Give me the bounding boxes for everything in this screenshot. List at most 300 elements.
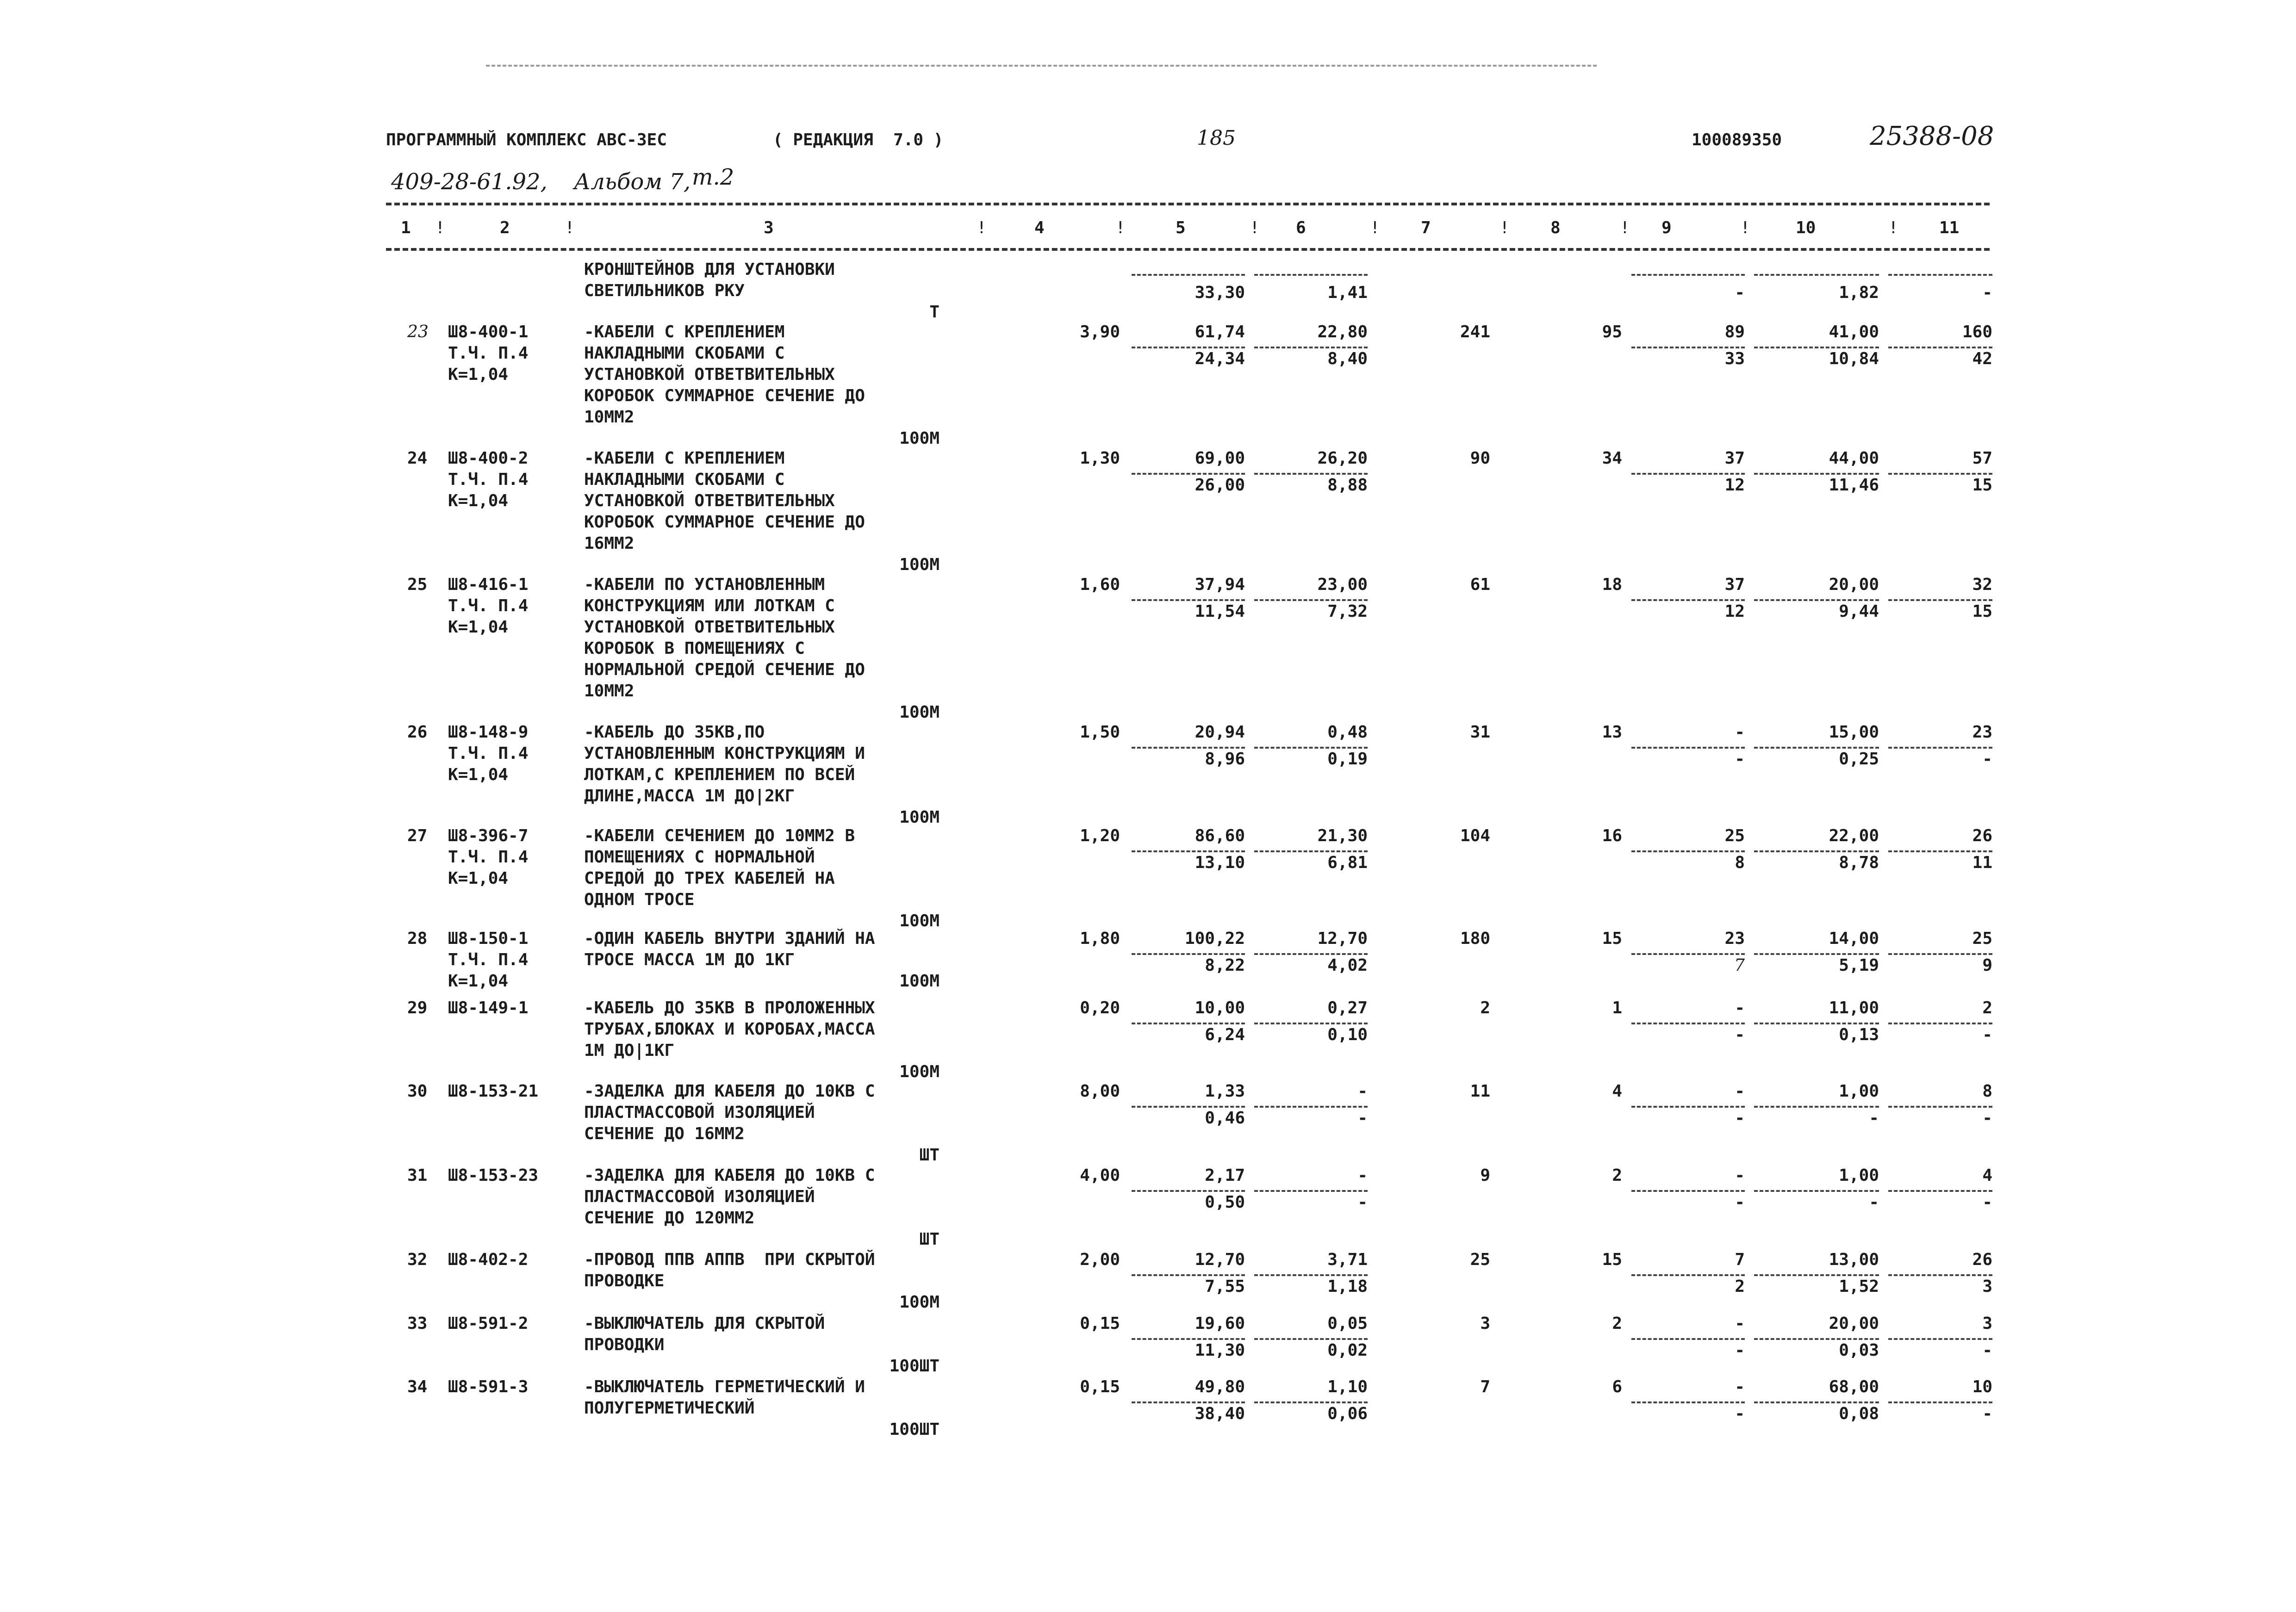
row-code-line: Ш8-400-2 [448, 449, 529, 468]
sub-rule-c9 [1631, 850, 1745, 852]
page-number: 185 [1197, 126, 1236, 150]
cell-c4: 3,90 [1080, 322, 1120, 341]
cell-c11: 26 [1972, 1250, 1992, 1269]
cell-c6-lower: 0,06 [1327, 1404, 1368, 1423]
row-description-line: КРОНШТЕЙНОВ ДЛЯ УСТАНОВКИ [584, 260, 835, 279]
cell-c4: 0,15 [1080, 1314, 1120, 1333]
cell-c9: 23 [1724, 929, 1745, 948]
column-header-6: 6 [1296, 218, 1306, 237]
cell-c5-lower: 38,40 [1195, 1404, 1245, 1423]
sub-rule-c9 [1631, 1190, 1745, 1192]
handwritten-code: 25388-08 [1870, 121, 1994, 151]
cell-c6-lower: - [1357, 1109, 1368, 1128]
cell-c8: 95 [1602, 322, 1622, 341]
row-description-line: ПОЛУГЕРМЕТИЧЕСКИЙ [584, 1399, 755, 1418]
cell-c10-lower: 0,25 [1839, 750, 1879, 769]
row-description-line: -ЗАДЕЛКА ДЛЯ КАБЕЛЯ ДО 10КВ С [584, 1082, 875, 1101]
cell-c7: 2 [1480, 998, 1490, 1017]
sub-rule-c6 [1254, 1190, 1368, 1192]
cell-c10-lower: 9,44 [1839, 602, 1879, 621]
cell-c10-lower: 0,03 [1839, 1341, 1879, 1360]
cell-c9: 89 [1724, 322, 1745, 341]
cell-c8: 34 [1602, 449, 1622, 468]
cell-c6-lower: 0,10 [1327, 1025, 1368, 1044]
sub-rule-c11 [1888, 1023, 1992, 1024]
row-description-line: ТРОСЕ МАССА 1М ДО 1КГ [584, 950, 795, 969]
sub-rule-c9 [1631, 1338, 1745, 1340]
cell-c11: 32 [1972, 575, 1992, 594]
cell-c9: - [1735, 1314, 1745, 1333]
row-number: 31 [407, 1166, 428, 1185]
column-header-11: 11 [1939, 218, 1960, 237]
cell-c9-lower: 12 [1724, 602, 1745, 621]
cell-c10-lower: 0,13 [1839, 1025, 1879, 1044]
cell-c11-lower: - [1982, 750, 1992, 769]
sub-rule-c9 [1631, 274, 1745, 276]
sub-rule-c11 [1888, 1190, 1992, 1192]
row-code-line: К=1,04 [448, 869, 509, 888]
cell-c11-lower: - [1982, 1025, 1992, 1044]
row-description-line: ТРУБАХ,БЛОКАХ И КОРОБАХ,МАССА [584, 1020, 875, 1039]
cell-c11-lower: - [1982, 1404, 1992, 1423]
cell-c7: 25 [1470, 1250, 1490, 1269]
row-description-line: УСТАНОВЛЕННЫМ КОНСТРУКЦИЯМ И [584, 744, 865, 763]
cell-c6-lower: 1,41 [1327, 283, 1368, 302]
sub-rule-c9 [1631, 747, 1745, 749]
cell-c4: 1,60 [1080, 575, 1120, 594]
row-description-line: -КАБЕЛИ СЕЧЕНИЕМ ДО 10ММ2 В [584, 826, 855, 845]
cell-c9: 37 [1724, 575, 1745, 594]
cell-c6-lower: 0,02 [1327, 1341, 1368, 1360]
cell-c9-lower: - [1735, 750, 1745, 769]
row-code-line: Ш8-591-2 [448, 1314, 529, 1333]
cell-c10-lower: 1,82 [1839, 283, 1879, 302]
cell-c4: 1,50 [1080, 723, 1120, 742]
sub-rule-c6 [1254, 1106, 1368, 1108]
cell-c6-lower: - [1357, 1193, 1368, 1212]
cell-c11: 57 [1972, 449, 1992, 468]
row-description-line: ПЛАСТМАССОВОЙ ИЗОЛЯЦИЕЙ [584, 1103, 815, 1122]
cell-c10-lower: 1,52 [1839, 1277, 1879, 1296]
row-code-line: Т.Ч. П.4 [448, 744, 529, 763]
row-description-line: НОРМАЛЬНОЙ СРЕДОЙ СЕЧЕНИЕ ДО [584, 660, 865, 679]
cell-c9: 25 [1724, 826, 1745, 845]
cell-c9: 7 [1735, 1250, 1745, 1269]
row-description-line: СЕЧЕНИЕ ДО 16ММ2 [584, 1124, 745, 1143]
cell-c11-lower: - [1982, 283, 1992, 302]
column-header-4: 4 [1034, 218, 1045, 237]
cell-c11: 8 [1982, 1082, 1992, 1101]
row-description-line: ПРОВОДКИ [584, 1335, 665, 1354]
cell-c10-lower: 11,46 [1829, 476, 1879, 495]
row-code-line: Т.Ч. П.4 [448, 950, 529, 969]
sub-rule-c9 [1631, 1401, 1745, 1403]
cell-c6-lower: 0,19 [1327, 750, 1368, 769]
row-description-line: КОНСТРУКЦИЯМ ИЛИ ЛОТКАМ С [584, 596, 835, 615]
cell-c9: 37 [1724, 449, 1745, 468]
row-description-line: 10ММ2 [584, 408, 635, 427]
cell-c11-lower: - [1982, 1193, 1992, 1212]
row-description-line: -ПРОВОД ППВ АППВ ПРИ СКРЫТОЙ [584, 1250, 875, 1269]
row-number: 23 [407, 322, 429, 341]
cell-c6-lower: 8,40 [1327, 349, 1368, 368]
row-code-line: К=1,04 [448, 618, 509, 637]
column-separator: ! [977, 218, 987, 237]
row-description-line: -КАБЕЛЬ ДО 35КВ В ПРОЛОЖЕННЫХ [584, 998, 875, 1017]
row-description-line: ПОМЕЩЕНИЯХ С НОРМАЛЬНОЙ [584, 848, 815, 867]
cell-c4: 8,00 [1080, 1082, 1120, 1101]
cell-c8: 15 [1602, 1250, 1622, 1269]
row-description-line: -КАБЕЛИ ПО УСТАНОВЛЕННЫМ [584, 575, 825, 594]
cell-c5: 69,00 [1195, 449, 1245, 468]
row-number: 30 [407, 1082, 428, 1101]
row-description-line: УСТАНОВКОЙ ОТВЕТВИТЕЛЬНЫХ [584, 491, 835, 510]
row-number: 27 [407, 826, 428, 845]
album-label: Альбом 7, [574, 169, 691, 195]
sub-rule-c11 [1888, 274, 1992, 276]
row-description-line: -ОДИН КАБЕЛЬ ВНУТРИ ЗДАНИЙ НА [584, 929, 875, 948]
cell-c11: 23 [1972, 723, 1992, 742]
cell-c11: 4 [1982, 1166, 1992, 1185]
row-description-line: СРЕДОЙ ДО ТРЕХ КАБЕЛЕЙ НА [584, 869, 835, 888]
row-unit: 100М [899, 808, 940, 827]
scan-specks [486, 65, 1597, 67]
row-description-line: УСТАНОВКОЙ ОТВЕТВИТЕЛЬНЫХ [584, 365, 835, 384]
row-code-line: Т.Ч. П.4 [448, 848, 529, 867]
cell-c5-lower: 33,30 [1195, 283, 1245, 302]
row-description-line: ПРОВОДКЕ [584, 1271, 665, 1290]
cell-c6: 0,27 [1327, 998, 1368, 1017]
row-description-line: НАКЛАДНЫМИ СКОБАМИ С [584, 470, 785, 489]
cell-c5-lower: 8,96 [1205, 750, 1245, 769]
row-code-line: Ш8-400-1 [448, 322, 529, 341]
row-unit: 100М [899, 429, 940, 448]
cell-c5-lower: 11,30 [1195, 1341, 1245, 1360]
column-separator: ! [1250, 218, 1260, 237]
cell-c6: 21,30 [1317, 826, 1368, 845]
row-description-line: ЛОТКАМ,С КРЕПЛЕНИЕМ ПО ВСЕЙ [584, 765, 855, 784]
cell-c10: 13,00 [1829, 1250, 1879, 1269]
cell-c11: 2 [1982, 998, 1992, 1017]
cell-c4: 4,00 [1080, 1166, 1120, 1185]
cell-c8: 18 [1602, 575, 1622, 594]
cell-c10-lower: - [1869, 1109, 1879, 1128]
cell-c6: 12,70 [1317, 929, 1368, 948]
row-unit: 100ШТ [889, 1420, 940, 1439]
row-description-line: 16ММ2 [584, 534, 635, 553]
cell-c5-lower: 6,24 [1205, 1025, 1245, 1044]
cell-c6-lower: 7,32 [1327, 602, 1368, 621]
cell-c9-lower: 2 [1735, 1277, 1745, 1296]
cell-c9-lower: - [1735, 1404, 1745, 1423]
cell-c6: 0,05 [1327, 1314, 1368, 1333]
cell-c11-lower: 15 [1972, 602, 1992, 621]
cell-c9-lower: 8 [1735, 853, 1745, 872]
cell-c10: 1,00 [1839, 1166, 1879, 1185]
cell-c5-lower: 8,22 [1205, 956, 1245, 975]
cell-c9-lower: 33 [1724, 349, 1745, 368]
row-description-line: -КАБЕЛЬ ДО 35КВ,ПО [584, 723, 765, 742]
column-header-10: 10 [1796, 218, 1816, 237]
cell-c5: 49,80 [1195, 1377, 1245, 1396]
column-separator: ! [1115, 218, 1126, 237]
cell-c10: 14,00 [1829, 929, 1879, 948]
cell-c7: 7 [1480, 1377, 1490, 1396]
cell-c11: 10 [1972, 1377, 1992, 1396]
cell-c7: 31 [1470, 723, 1490, 742]
cell-c5-lower: 24,34 [1195, 349, 1245, 368]
cell-c7: 90 [1470, 449, 1490, 468]
row-unit: 100М [899, 911, 940, 930]
cell-c10-lower: 5,19 [1839, 956, 1879, 975]
cell-c6: 22,80 [1317, 322, 1368, 341]
sub-rule-c11 [1888, 953, 1992, 955]
row-description-line: КОРОБОК СУММАРНОЕ СЕЧЕНИЕ ДО [584, 513, 865, 532]
cell-c11: 3 [1982, 1314, 1992, 1333]
sub-rule-c9 [1631, 1274, 1745, 1276]
cell-c9: - [1735, 1082, 1745, 1101]
sub-rule-c9 [1631, 1023, 1745, 1024]
row-description-line: ОДНОМ ТРОСЕ [584, 890, 695, 909]
cell-c6-lower: 6,81 [1327, 853, 1368, 872]
row-unit: 100М [899, 1062, 940, 1081]
cell-c11-lower: - [1982, 1109, 1992, 1128]
cell-c5: 61,74 [1195, 322, 1245, 341]
cell-c10: 41,00 [1829, 322, 1879, 341]
row-number: 34 [407, 1377, 428, 1396]
cell-c5: 19,60 [1195, 1314, 1245, 1333]
row-code-line: Ш8-402-2 [448, 1250, 529, 1269]
cell-c9: - [1735, 1166, 1745, 1185]
row-code-line: Ш8-149-1 [448, 998, 529, 1017]
row-code-line: Ш8-416-1 [448, 575, 529, 594]
cell-c8: 16 [1602, 826, 1622, 845]
cell-c8: 15 [1602, 929, 1622, 948]
sub-rule-c11 [1888, 1274, 1992, 1276]
sub-rule-c10 [1754, 1190, 1879, 1192]
row-code-line: Т.Ч. П.4 [448, 344, 529, 363]
sub-rule-c11 [1888, 747, 1992, 749]
row-code-line: Ш8-591-3 [448, 1377, 529, 1396]
column-header-5: 5 [1176, 218, 1186, 237]
row-description-line: -ЗАДЕЛКА ДЛЯ КАБЕЛЯ ДО 10КВ С [584, 1166, 875, 1185]
row-code-line: Т.Ч. П.4 [448, 470, 529, 489]
cell-c11-lower: - [1982, 1341, 1992, 1360]
column-separator: ! [435, 218, 445, 237]
cell-c11: 160 [1962, 322, 1992, 341]
sub-rule-c11 [1888, 1401, 1992, 1403]
cell-c11: 25 [1972, 929, 1992, 948]
cell-c5: 12,70 [1195, 1250, 1245, 1269]
cell-c4: 0,15 [1080, 1377, 1120, 1396]
row-unit: Т [929, 303, 940, 322]
cell-c8: 4 [1612, 1082, 1622, 1101]
row-description-line: УСТАНОВКОЙ ОТВЕТВИТЕЛЬНЫХ [584, 618, 835, 637]
document-code: 100089350 [1692, 130, 1782, 149]
row-description-line: СВЕТИЛЬНИКОВ РКУ [584, 281, 745, 300]
row-description-line: СЕЧЕНИЕ ДО 120ММ2 [584, 1209, 755, 1228]
row-description-line: КОРОБОК СУММАРНОЕ СЕЧЕНИЕ ДО [584, 386, 865, 405]
cell-c6: - [1357, 1082, 1368, 1101]
cell-c6: 23,00 [1317, 575, 1368, 594]
cell-c4: 1,20 [1080, 826, 1120, 845]
cell-c11: 26 [1972, 826, 1992, 845]
row-description-line: 1М ДО|1КГ [584, 1041, 675, 1060]
cell-c10-lower: - [1869, 1193, 1879, 1212]
column-header-1: 1 [401, 218, 411, 237]
row-code-line: К=1,04 [448, 765, 509, 784]
column-separator: ! [1370, 218, 1380, 237]
row-description-line: -КАБЕЛИ С КРЕПЛЕНИЕМ [584, 322, 785, 341]
cell-c11-lower: 42 [1972, 349, 1992, 368]
cell-c9-lower: - [1735, 1341, 1745, 1360]
cell-c8: 6 [1612, 1377, 1622, 1396]
sub-rule-c5 [1132, 274, 1245, 276]
sub-rule-c10 [1754, 274, 1879, 276]
column-separator: ! [565, 218, 575, 237]
row-unit: 100ШТ [889, 1357, 940, 1376]
column-header-2: 2 [500, 218, 510, 237]
sub-rule-c10 [1754, 1106, 1879, 1108]
cell-c8: 13 [1602, 723, 1622, 742]
cell-c6: 26,20 [1317, 449, 1368, 468]
cell-c10-lower: 0,08 [1839, 1404, 1879, 1423]
edition-label: ( РЕДАКЦИЯ 7.0 ) [773, 130, 944, 149]
cell-c5: 86,60 [1195, 826, 1245, 845]
cell-c7: 9 [1480, 1166, 1490, 1185]
cell-c5-lower: 0,50 [1205, 1193, 1245, 1212]
cell-c5: 100,22 [1184, 929, 1245, 948]
cell-c5: 10,00 [1195, 998, 1245, 1017]
cell-c10: 20,00 [1829, 1314, 1879, 1333]
cell-c9-lower: 7 [1734, 956, 1745, 975]
row-description-line: ПЛАСТМАССОВОЙ ИЗОЛЯЦИЕЙ [584, 1187, 815, 1206]
column-header-7: 7 [1421, 218, 1431, 237]
cell-c5: 20,94 [1195, 723, 1245, 742]
cell-c4: 2,00 [1080, 1250, 1120, 1269]
column-separator: ! [1620, 218, 1630, 237]
cell-c4: 1,80 [1080, 929, 1120, 948]
row-description-line: КОРОБОК В ПОМЕЩЕНИЯХ С [584, 639, 805, 658]
row-code-line: К=1,04 [448, 972, 509, 991]
cell-c9-lower: - [1735, 283, 1745, 302]
cell-c5: 2,17 [1205, 1166, 1245, 1185]
row-number: 28 [407, 929, 428, 948]
cell-c6-lower: 1,18 [1327, 1277, 1368, 1296]
cell-c4: 0,20 [1080, 998, 1120, 1017]
row-number: 26 [407, 723, 428, 742]
cell-c10: 44,00 [1829, 449, 1879, 468]
cell-c7: 104 [1460, 826, 1490, 845]
sub-rule-c11 [1888, 1338, 1992, 1340]
cell-c5-lower: 26,00 [1195, 476, 1245, 495]
cell-c5-lower: 11,54 [1195, 602, 1245, 621]
cell-c9-lower: - [1735, 1193, 1745, 1212]
row-code-line: Ш8-150-1 [448, 929, 529, 948]
cell-c5-lower: 7,55 [1205, 1277, 1245, 1296]
row-description-line: -ВЫКЛЮЧАТЕЛЬ ДЛЯ СКРЫТОЙ [584, 1314, 825, 1333]
cell-c7: 11 [1470, 1082, 1490, 1101]
cell-c9-lower: - [1735, 1025, 1745, 1044]
album-note: 409-28-61.92, [391, 169, 548, 195]
row-number: 29 [407, 998, 428, 1017]
cell-c7: 3 [1480, 1314, 1490, 1333]
row-unit: ШТ [919, 1146, 940, 1165]
row-code-line: Ш8-148-9 [448, 723, 529, 742]
cell-c6: 3,71 [1327, 1250, 1368, 1269]
cell-c10-lower: 8,78 [1839, 853, 1879, 872]
cell-c10: 20,00 [1829, 575, 1879, 594]
row-unit: 100М [899, 972, 940, 991]
row-description-line: -КАБЕЛИ С КРЕПЛЕНИЕМ [584, 449, 785, 468]
cell-c9: - [1735, 1377, 1745, 1396]
row-unit: 100М [899, 703, 940, 722]
row-code-line: Ш8-396-7 [448, 826, 529, 845]
sub-rule-c11 [1888, 1106, 1992, 1108]
row-number: 24 [407, 449, 428, 468]
column-header-3: 3 [764, 218, 774, 237]
cell-c8: 1 [1612, 998, 1622, 1017]
cell-c9: - [1735, 723, 1745, 742]
cell-c9: - [1735, 998, 1745, 1017]
row-code-line: К=1,04 [448, 365, 509, 384]
cell-c10: 11,00 [1829, 998, 1879, 1017]
column-header-9: 9 [1661, 218, 1672, 237]
row-code-line: К=1,04 [448, 491, 509, 510]
cell-c11-lower: 3 [1982, 1277, 1992, 1296]
cell-c10: 68,00 [1829, 1377, 1879, 1396]
cell-c6: 0,48 [1327, 723, 1368, 742]
sub-rule-c9 [1631, 953, 1745, 955]
cell-c10: 22,00 [1829, 826, 1879, 845]
cell-c9-lower: - [1735, 1109, 1745, 1128]
row-code-line: Ш8-153-21 [448, 1082, 539, 1101]
cell-c5-lower: 0,46 [1205, 1109, 1245, 1128]
row-unit: 100М [899, 1293, 940, 1312]
row-unit: 100М [899, 555, 940, 574]
cell-c8: 2 [1612, 1314, 1622, 1333]
cell-c7: 241 [1460, 322, 1490, 341]
row-code-line: Ш8-153-23 [448, 1166, 539, 1185]
cell-c6-lower: 4,02 [1327, 956, 1368, 975]
cell-c8: 2 [1612, 1166, 1622, 1185]
row-code-line: Т.Ч. П.4 [448, 596, 529, 615]
row-description-line: 10ММ2 [584, 682, 635, 701]
cell-c7: 61 [1470, 575, 1490, 594]
column-separator: ! [1740, 218, 1750, 237]
cell-c5: 1,33 [1205, 1082, 1245, 1101]
row-number: 25 [407, 575, 428, 594]
cell-c10-lower: 10,84 [1829, 349, 1879, 368]
row-description-line: -ВЫКЛЮЧАТЕЛЬ ГЕРМЕТИЧЕСКИЙ И [584, 1377, 865, 1396]
cell-c6: - [1357, 1166, 1368, 1185]
album-part: т.2 [692, 164, 734, 190]
row-number: 33 [407, 1314, 428, 1333]
cell-c11-lower: 11 [1972, 853, 1992, 872]
cell-c11-lower: 9 [1982, 956, 1992, 975]
cell-c6: 1,10 [1327, 1377, 1368, 1396]
cell-c6-lower: 8,88 [1327, 476, 1368, 495]
header-rule-bottom [386, 248, 1990, 251]
cell-c10: 15,00 [1829, 723, 1879, 742]
sub-rule-c9 [1631, 1106, 1745, 1108]
row-unit: ШТ [919, 1230, 940, 1249]
cell-c4: 1,30 [1080, 449, 1120, 468]
row-description-line: ДЛИНЕ,МАССА 1М ДО|2КГ [584, 787, 795, 806]
row-number: 32 [407, 1250, 428, 1269]
column-separator: ! [1888, 218, 1898, 237]
cell-c5-lower: 13,10 [1195, 853, 1245, 872]
